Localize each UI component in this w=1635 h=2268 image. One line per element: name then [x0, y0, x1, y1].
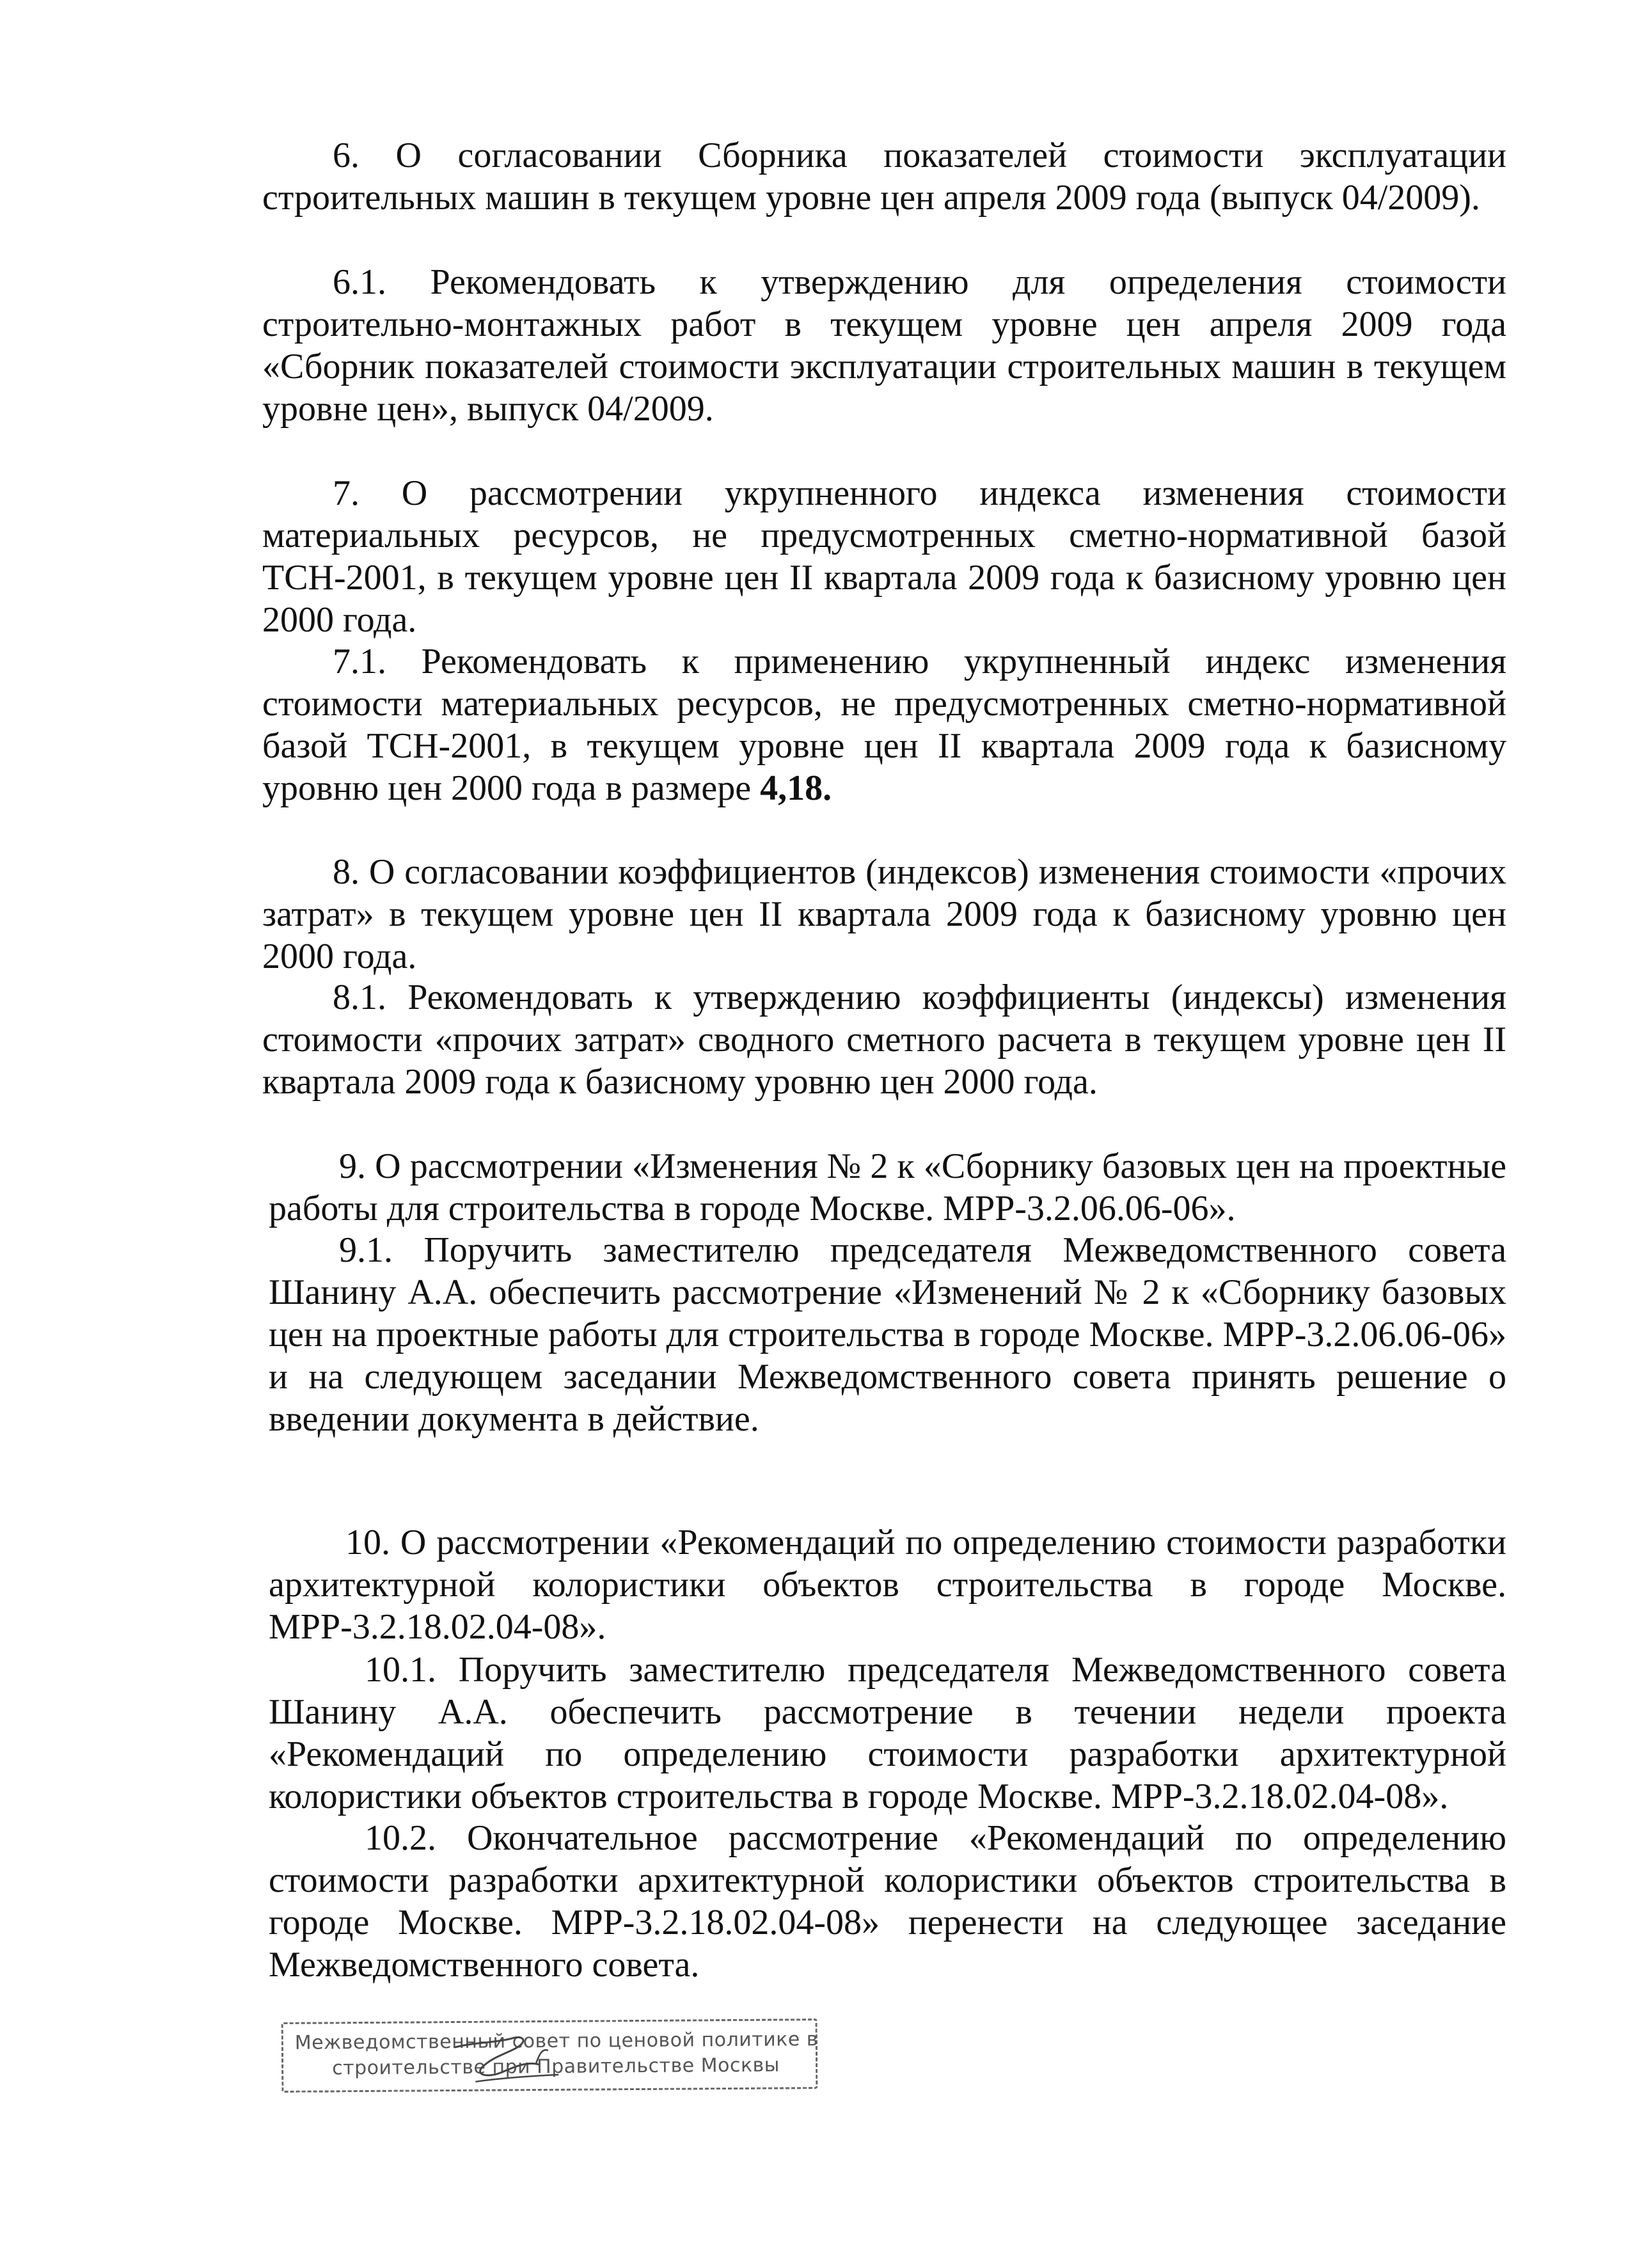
item-text: О согласовании коэффициентов (индексов) изменения стоимости «прочих затрат» в текущем уровне цен II квартала 2009 года к базисному уровню цен 2000 года.: [262, 852, 1506, 976]
item-number: 7.: [333, 473, 359, 513]
item-number: 7.1.: [333, 642, 386, 681]
signature-scribble: [283, 2020, 820, 2095]
item-9: [269, 1145, 1506, 1230]
item-9-1: [269, 1229, 1506, 1440]
item-6-1: [262, 261, 1506, 430]
item-number: 9.: [339, 1146, 366, 1186]
item-10: [269, 1521, 1506, 1648]
item-text: О рассмотрении укрупненного индекса изменения стоимости материальных ресурсов, не предусмотренных сметно-нормативной базой ТСН-2001, в текущем уровне цен II квартала 2009 года к базисному уровню цен 2000 года.: [262, 473, 1506, 640]
item-8-1: [262, 976, 1506, 1103]
item-text: Поручить заместителю председателя Межведомственного совета Шанину А.А. обеспечить рассмотрение в течении недели проекта «Рекомендаций по определению стоимости разработки архитектурной колористики объектов строительства в городе Москве. МРР-3.2.18.02.04-08».: [269, 1650, 1507, 1816]
item-text: Рекомендовать к применению укрупненный индекс изменения стоимости материальных ресурсов, не предусмотренных сметно-нормативной базой ТСН-2001, в текущем уровне цен II квартала 2009 года к базисному уровню цен 2000 года в размере: [262, 642, 1507, 808]
item-7-1: [262, 640, 1506, 809]
index-value-suffix: .: [823, 768, 832, 808]
item-text: О согласовании Сборника показателей стоимости эксплуатации строительных машин в текущем уровне цен апреля 2009 года (выпуск 04/2009).: [262, 136, 1507, 218]
item-text: О рассмотрении «Изменения № 2 к «Сборнику базовых цен на проектные работы для строительства в городе Москве. МРР-3.2.06.06-06».: [269, 1146, 1507, 1228]
item-text: Окончательное рассмотрение «Рекомендаций по определению стоимости разработки архитектурной колористики объектов строительства в городе Москве. МРР-3.2.18.02.04-08» перенести на следующее заседание Межведомственного совета.: [269, 1818, 1506, 1985]
item-number: 6.: [333, 136, 359, 175]
item-number: 6.1.: [333, 262, 386, 302]
item-text: Поручить заместителю председателя Межведомственного совета Шанину А.А. обеспечить рассмотрение «Изменений № 2 к «Сборнику базовых цен на проектные работы для строительства в городе Москве. МРР-3.2.06.06-06» и на следующем заседании Межведомственного совета принять решение о введении документа в действие.: [269, 1230, 1507, 1439]
item-number: 10.2.: [365, 1818, 436, 1858]
item-text: Рекомендовать к утверждению коэффициенты (индексы) изменения стоимости «прочих затрат» сводного сметного расчета в текущем уровне цен II квартала 2009 года к базисному уровню цен 2000 года.: [262, 978, 1507, 1102]
item-number: 10.: [345, 1523, 390, 1562]
item-10-1: [269, 1649, 1506, 1818]
item-number: 8.: [333, 852, 359, 892]
stamp-line-1: Межведомственный совет по ценовой политике в: [294, 2028, 819, 2054]
item-8: [262, 851, 1506, 978]
item-7: [262, 472, 1506, 641]
index-value: 4,18: [760, 768, 823, 808]
item-6: [262, 134, 1506, 219]
item-10-2: [269, 1817, 1506, 1986]
stamp-line-2: строительстве при Правительстве Москвы: [332, 2054, 780, 2080]
council-stamp: [281, 2018, 818, 2093]
item-number: 8.1.: [333, 978, 386, 1017]
item-text: О рассмотрении «Рекомендаций по определению стоимости разработки архитектурной колористики объектов строительства в городе Москве. МРР-3.2.18.02.04-08».: [269, 1523, 1506, 1647]
item-number: 9.1.: [339, 1230, 393, 1270]
item-number: 10.1.: [365, 1650, 436, 1690]
item-text: Рекомендовать к утверждению для определения стоимости строительно-монтажных работ в текущем уровне цен апреля 2009 года «Сборник показателей стоимости эксплуатации строительных машин в текущем уровне цен», выпуск 04/2009.: [262, 262, 1506, 429]
